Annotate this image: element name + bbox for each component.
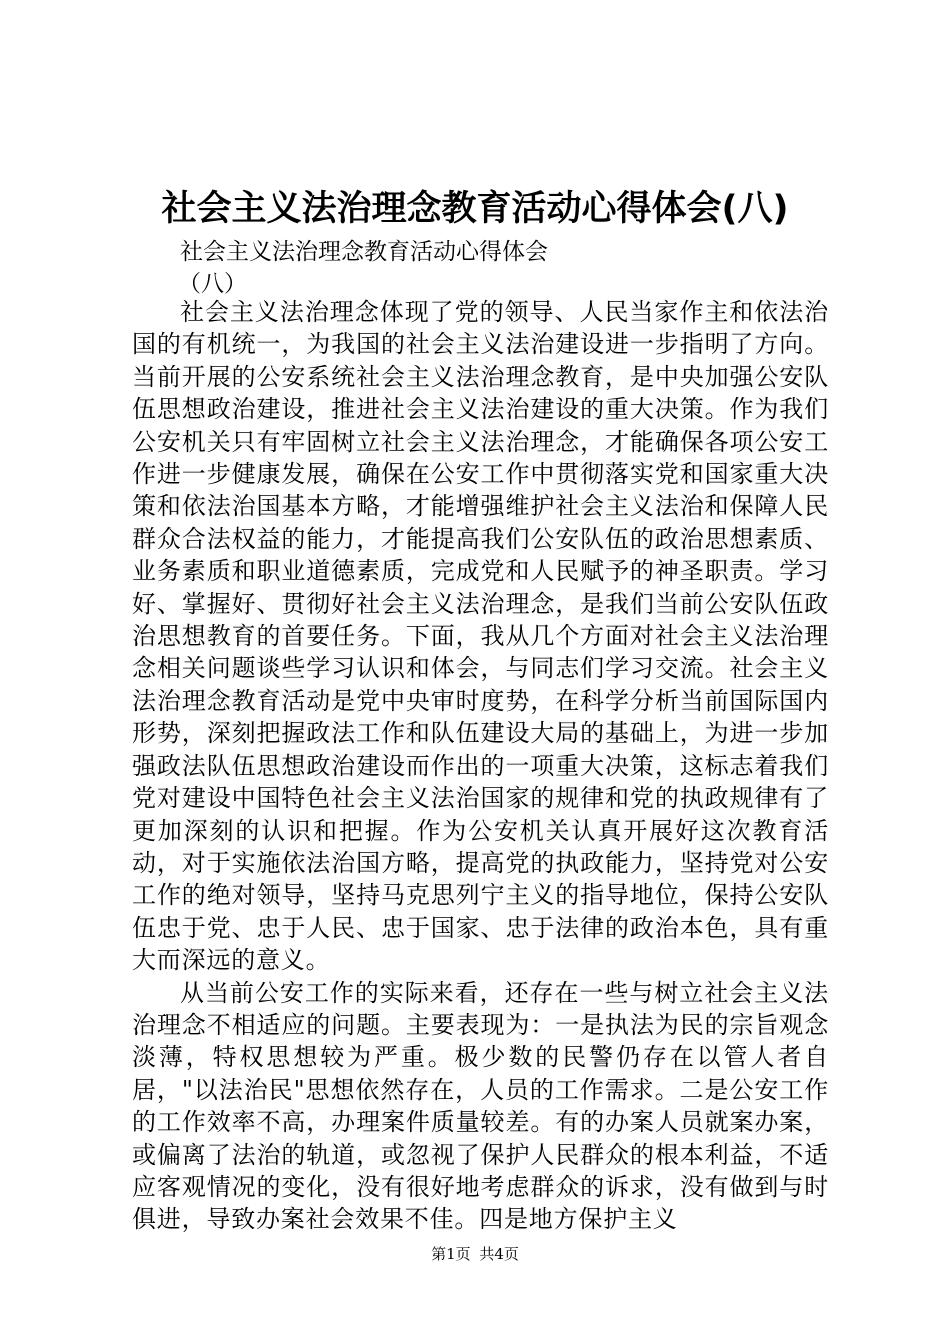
paragraph-2: 从当前公安工作的实际来看，还存在一些与树立社会主义法治理念不相适应的问题。主要表现为：一是执法为民的宗旨观念淡薄，特权思想较为严重。极少数的民警仍存在以管人者自居，"以法治民"思想依然存在，人员的工作需求。二是公安工作的工作效率不高，办理案件质量较差。有的办案人员就案办案，或偏离了法治的轨道，或忽视了保护人民群众的根本利益，不适应客观情况的变化，没有很好地考虑群众的诉求，没有做到与时俱进，导致办案社会效果不佳。四是地方保护主义 [132,978,829,1234]
page-title: 社会主义法治理念教育活动心得体会(八) [161,189,789,229]
page-total: 共4页 [479,1245,519,1263]
body-text [132,296,829,1236]
subtitle-line-2: （八） [178,271,247,297]
page-footer [0,1244,950,1264]
paragraph-1: 社会主义法治理念体现了党的领导、人民当家作主和依法治国的有机统一，为我国的社会主义法治建设进一步指明了方向。当前开展的公安系统社会主义法治理念教育，是中央加强公安队伍思想政治建设，推进社会主义法治建设的重大决策。作为我们公安机关只有牢固树立社会主义法治理念，才能确保各项公安工作进一步健康发展，确保在公安工作中贯彻落实党和国家重大决策和依法治国基本方略，才能增强维护社会主义法治和保障人民群众合法权益的能力，才能提高我们公安队伍的政治思想素质、业务素质和职业道德素质，完成党和人民赋予的神圣职责。学习好、掌握好、贯彻好社会主义法治理念，是我们当前公安队伍政治思想教育的首要任务。下面，我从几个方面对社会主义法治理念相关问题谈些学习认识和体会，与同志们学习交流。社会主义法治理念教育活动是党中央审时度势，在科学分析当前国际国内形势，深刻把握政法工作和队伍建设大局的基础上，为进一步加强政法队伍思想政治建设而作出的一项重大决策，这标志着我们党对建设中国特色社会主义法治国家的规律和党的执政规律有了更加深刻的认识和把握。作为公安机关认真开展好这次教育活动，对于实施依法治国方略，提高党的执政能力，坚持党对公安工作的绝对领导，坚持马克思列宁主义的指导地位，保持公安队伍忠于党、忠于人民、忠于国家、忠于法律的政治本色，具有重大而深远的意义。 [132,298,829,975]
page-number: 第1页 [431,1245,471,1263]
subtitle-line-1: 社会主义法治理念教育活动心得体会 [180,239,548,265]
